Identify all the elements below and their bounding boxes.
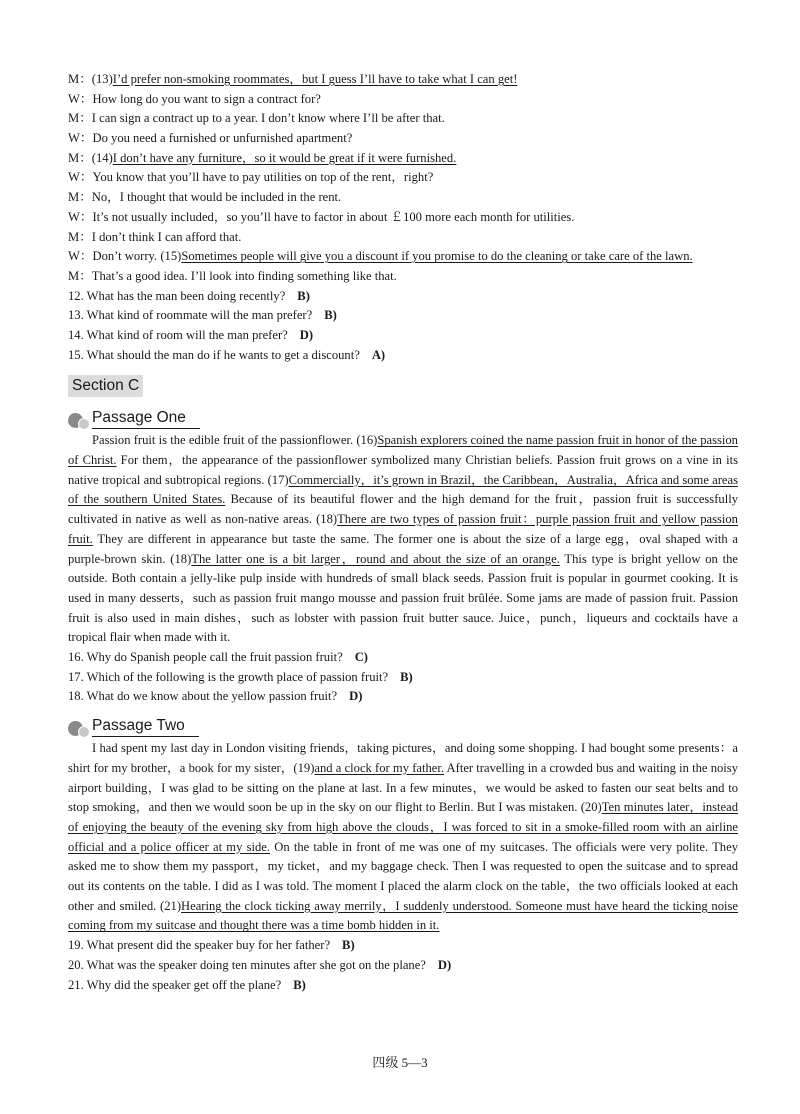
question-text: 19. What present did the speaker buy for her father? xyxy=(68,938,331,953)
dialogue-text: M：I don’t think I can afford that. xyxy=(68,229,242,244)
passage-text: They are different in appearance but taste the same. The former one is about the size of a large egg，oval shaped with a purple-brown skin. (18) xyxy=(68,531,738,566)
passage-bullet-icon xyxy=(68,719,90,737)
dialogue-line xyxy=(68,90,738,110)
underlined-answer-text: Hearing the clock ticking away merrily，I suddenly understood. Someone must have heard the ticking noise coming from my suitcase and thought there was a time bomb hidden in it. xyxy=(68,898,738,933)
passage-text: After travelling in a crowded bus and waiting in the noisy airport building，I was glad to be sitting on the plane at last. In a few minutes，we would be asked to fasten our seat belts and to stop smoking，and then we would soon be up in the sky on our flight to Berlin. But I was mistaken. (20) xyxy=(68,760,738,815)
dialogue-line xyxy=(68,267,738,287)
dialogue-text: M：That’s a good idea. I’ll look into finding something like that. xyxy=(68,268,397,283)
passage-bullet-icon xyxy=(68,411,90,429)
answer-letter: C) xyxy=(354,650,368,665)
passage-one-heading xyxy=(68,405,738,429)
dialogue-text: W：Don’t worry. (15) xyxy=(68,249,182,264)
passage-one-questions xyxy=(68,648,738,707)
section-c-heading: Section C xyxy=(68,375,143,397)
question-line xyxy=(68,326,738,346)
dialogue-line xyxy=(68,168,738,188)
dialogue-line xyxy=(68,129,738,149)
question-text: 16. Why do Spanish people call the fruit passion fruit? xyxy=(68,650,343,665)
question-text: 13. What kind of roommate will the man prefer? xyxy=(68,308,313,323)
underlined-answer-text: The latter one is a bit larger，round and about the size of an orange. xyxy=(191,551,560,566)
underlined-answer-text: and a clock for my father. xyxy=(314,760,445,775)
question-line xyxy=(68,976,738,996)
passage-two-questions xyxy=(68,936,738,995)
page-footer: 四级 5—3 xyxy=(372,1055,428,1070)
passage-text: I had spent my last day in London visiting friends，taking pictures，and doing some shopping. I had bought some presents：a shirt for my brother，a book for my sister，(19) xyxy=(68,741,738,775)
passage-text: Because of its beautiful flower and the high demand for the fruit，passion fruit is successfully cultivated in native as well as non-native areas. (18) xyxy=(68,492,738,527)
answer-letter: D) xyxy=(349,689,363,704)
question-text: 14. What kind of room will the man prefer? xyxy=(68,327,288,342)
dialogue-line xyxy=(68,247,738,267)
underlined-answer-text: There are two types of passion fruit：purple passion fruit and yellow passion fruit. xyxy=(68,512,738,546)
question-text: 18. What do we know about the yellow passion fruit? xyxy=(68,689,338,704)
underlined-answer-text: Spanish explorers coined the name passion fruit in honor of the passion of Christ. xyxy=(68,433,738,468)
dialogue-block xyxy=(68,70,738,287)
passage-text: This type is bright yellow on the outside. Both contain a jelly-like pulp inside with hundreds of small black seeds. Passion fruit is popular in gourmet cooking. It is used in many desserts，such as passion fruit mango mousse and passion fruit brûlée. Some jams are made of passion fruit. Passion fruit is also used in main dishes，such as lobster with passion fruit butter sauce. Juice，punch，liqueurs and cocktails have a tropical flair when made with it. xyxy=(68,551,739,645)
dialogue-line xyxy=(68,208,738,228)
dialogue-text: M：(13) xyxy=(68,72,113,86)
question-line xyxy=(68,956,738,976)
passage-two-title: Passage Two xyxy=(92,716,199,737)
answer-letter: B) xyxy=(342,938,355,953)
dialogue-text: W：How long do you want to sign a contract for? xyxy=(68,91,321,106)
underlined-answer-text: Sometimes people will give you a discount if you promise to do the cleaning or take care of the lawn. xyxy=(181,249,693,264)
dialogue-text: W：You know that you’ll have to pay utilities on top of the rent，right? xyxy=(68,170,434,185)
dialogue-text: M：No，I thought that would be included in the rent. xyxy=(68,190,342,205)
answer-letter: B) xyxy=(400,669,413,684)
question-line xyxy=(68,936,738,956)
dialogue-text: W：Do you need a furnished or unfurnished apartment? xyxy=(68,131,353,146)
passage-one-text xyxy=(68,431,738,648)
section-b-questions xyxy=(68,287,738,366)
question-text: 15. What should the man do if he wants to get a discount? xyxy=(68,347,360,362)
dialogue-line xyxy=(68,228,738,248)
underlined-answer-text: I don’t have any furniture，so it would be great if it were furnished. xyxy=(112,150,457,165)
dialogue-text: M：(14) xyxy=(68,150,113,165)
passage-text: On the table in front of me was one of my suitcases. The officials were very polite. They asked me to show them my passport，my ticket，and my baggage check. Then I was requested to open the suitcase and to spread out its contents on the table. I did as I was told. The moment I placed the alarm clock on the table，the two officials looked at each other and smiled. (21) xyxy=(68,839,738,913)
question-text: 20. What was the speaker doing ten minutes after she got on the plane? xyxy=(68,957,426,972)
answer-letter: B) xyxy=(297,288,310,303)
question-line xyxy=(68,287,738,307)
passage-text: For them，the appearance of the passionflower symbolized many Christian beliefs. Passion fruit grows on a vine in its native tropical and subtropical regions. (17) xyxy=(68,453,738,487)
question-line xyxy=(68,668,738,688)
answer-letter: B) xyxy=(293,977,306,992)
underlined-answer-text: Ten minutes later，instead of enjoying the beauty of the evening sky from high above the clouds，I was forced to sit in a smoke-filled room with an airline official and a police officer at my side. xyxy=(68,800,738,854)
question-text: 12. What has the man been doing recently? xyxy=(68,288,286,303)
underlined-answer-text: I’d prefer non-smoking roommates，but I guess I’ll have to take what I can get! xyxy=(112,72,518,86)
answer-letter: D) xyxy=(437,957,452,972)
answer-letter: B) xyxy=(324,308,337,323)
question-text: 21. Why did the speaker get off the plane? xyxy=(68,977,282,992)
passage-two-heading xyxy=(68,713,738,737)
dialogue-line xyxy=(68,149,738,169)
question-line xyxy=(68,648,738,668)
answer-letter: A) xyxy=(371,347,386,362)
question-line xyxy=(68,687,738,707)
question-text: 17. Which of the following is the growth place of passion fruit? xyxy=(68,669,389,684)
dialogue-line xyxy=(68,70,738,90)
passage-text: Passion fruit is the edible fruit of the passionflower. (16) xyxy=(92,433,378,448)
dialogue-text: M：I can sign a contract up to a year. I don’t know where I’ll be after that. xyxy=(68,111,445,126)
answer-letter: D) xyxy=(299,327,314,342)
passage-one-title: Passage One xyxy=(92,408,200,429)
question-line xyxy=(68,346,738,366)
passage-two-text xyxy=(68,739,738,936)
dialogue-line xyxy=(68,109,738,129)
question-line xyxy=(68,306,738,326)
page-content xyxy=(68,70,738,995)
dialogue-text: W：It’s not usually included，so you’ll have to factor in about ￡100 more each month for utilities. xyxy=(68,209,575,224)
dialogue-line xyxy=(68,188,738,208)
underlined-answer-text: Commercially，it’s grown in Brazil，the Caribbean，Australia，Africa and some areas of the southern United States. xyxy=(68,472,738,507)
